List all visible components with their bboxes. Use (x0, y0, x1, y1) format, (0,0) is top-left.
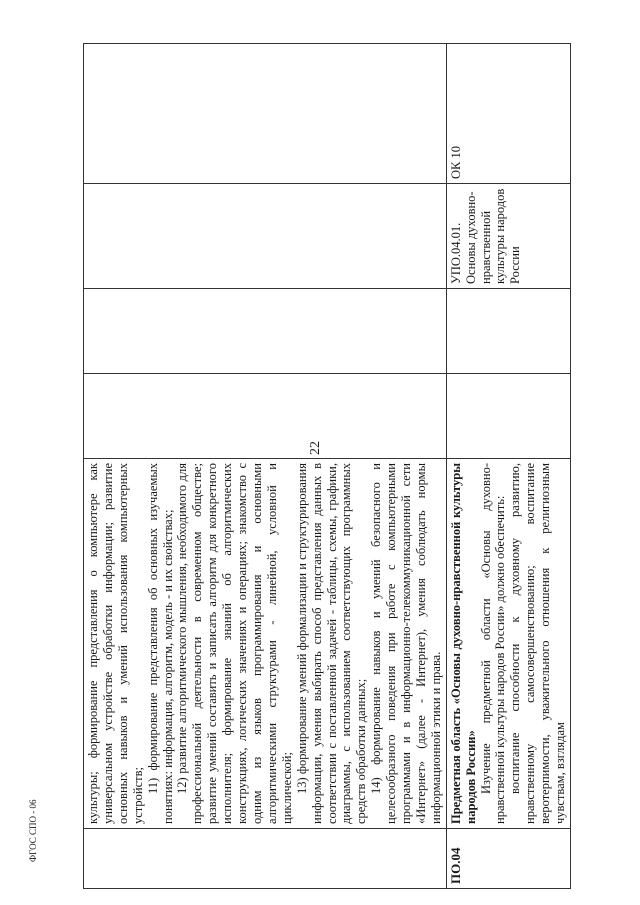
empty-cell (446, 374, 570, 459)
table-row-continuation (84, 44, 447, 889)
page-number: 22 (308, 441, 323, 455)
requirements-cell (84, 459, 447, 829)
competence-cell: ОК 10 (446, 44, 570, 184)
empty-cell (84, 44, 447, 184)
empty-cell (84, 289, 447, 374)
section-content-cell (446, 459, 570, 829)
continuation-text-1: 11) формирование представления об основных изучаемых понятиях: информация, алгоритм, модель - и их свойствах; (145, 463, 175, 824)
section-item-1: воспитание способности к духовному развитию, нравственному самосовершенствованию; воспитание веротерпимости, уважительного отношения к религиозным чувствам, взглядам (508, 463, 568, 824)
empty-cell (84, 184, 447, 289)
continuation-text-3: 13) формирование умений формализации и структурирования информации, умения выбирать способ представления данных в соответствии с поставленной задачей - таблицы, схемы, графики, диаграммы, с использованием соответствующих программных средств обработки данных; (294, 463, 369, 824)
continuation-text-0: культуры; формирование представления о компьютере как универсальном устройстве обработки информации; развитие основных навыков и умений использования компьютерных устройств; (86, 463, 145, 824)
section-title: Предметная область «Основы духовно-нравственной культуры народов России» (448, 463, 478, 824)
footer-code: ФГОС СПО - 06 (28, 799, 38, 862)
continuation-text-2: 12) развитие алгоритмического мышления, необходимого для профессиональной деятельности в современном обществе; развитие умений составить и записать алгоритм для конкретного исполнителя; формирование знаний об алгоритмических конструкциях, логических значениях и операциях; знакомство с одним из языков программирования и основными алгоритмическими структурами - линейной, условной и циклической; (175, 463, 294, 824)
continuation-text-4: 14) формирование навыков и умений безопасного и целесообразного поведения при работе с компьютерными программами и в информационно-телекоммуникационной сети «Интернет» (далее - Интернет), умения соблюдать нормы информационной этики и права. (369, 463, 443, 824)
curriculum-table (83, 43, 571, 889)
empty-cell (446, 289, 570, 374)
table-row-po04 (446, 44, 570, 889)
discipline-cell: УПО.04.01. Основы духовно-нравственной культуры народов России (446, 184, 570, 289)
empty-cell (84, 374, 447, 459)
code-cell-empty (84, 829, 447, 889)
curriculum-table-rotated (83, 44, 568, 889)
section-intro: Изучение предметной области «Основы духовно-нравственной культуры народов России» должно обеспечить: (478, 463, 508, 824)
section-code: ПО.04 (446, 829, 570, 889)
